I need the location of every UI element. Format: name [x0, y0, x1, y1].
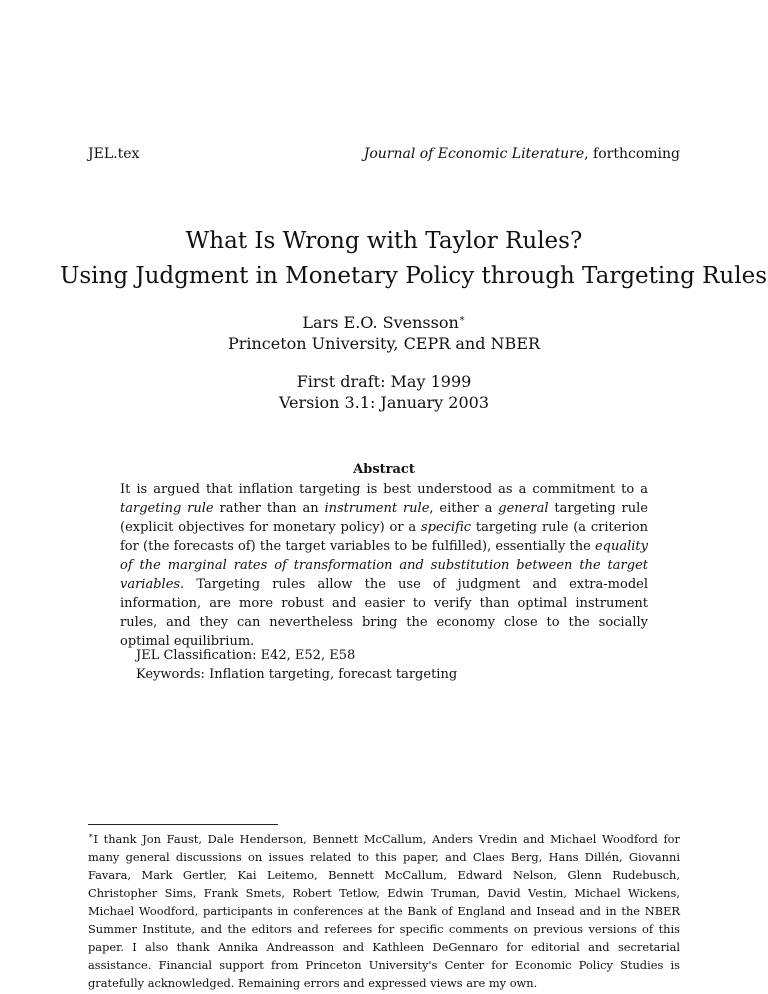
- title-line-2: Using Judgment in Monetary Policy through Targeting Rules: [60, 263, 768, 289]
- abstract-text: targeting rule (a criterion for (the forecasts of) the target variables to be fulfilled), essentially the: [120, 520, 648, 554]
- draft-dates: [0, 371, 768, 413]
- paper-title: [60, 224, 768, 294]
- abstract-paragraph: [120, 480, 648, 651]
- first-draft-date: First draft: May 1999: [296, 372, 472, 391]
- journal-note: [364, 146, 680, 162]
- jel-classification: JEL Classification: E42, E52, E58: [136, 648, 356, 663]
- abstract-text: Targeting rules allow the use of judgment and extra-model information, are more robust and easier to verify than optimal instrument rules, and they can nevertheless bring the economy close to the socially optimal equilibrium.: [120, 577, 648, 649]
- abstract-text: rather than an: [213, 501, 325, 516]
- classification-block: [136, 646, 648, 684]
- version-date: Version 3.1: January 2003: [278, 393, 490, 412]
- author-name-line: [0, 312, 768, 333]
- title-line-1: What Is Wrong with Taylor Rules?: [185, 228, 583, 254]
- journal-name: Journal of Economic Literature: [363, 146, 585, 162]
- file-name: JEL.tex: [88, 146, 140, 162]
- abstract-heading: Abstract: [353, 462, 415, 477]
- abstract-text: It is argued that inflation targeting is best understood as a commitment to a: [120, 482, 648, 497]
- author-footnote-mark[interactable]: ∗: [458, 313, 466, 325]
- footnote-mark: ∗: [88, 831, 94, 841]
- abstract-text: , either a: [429, 501, 499, 516]
- abstract-emphasis: equality of the marginal rates of transformation and substitution between the target variables.: [120, 539, 648, 592]
- footnote-text: I thank Jon Faust, Dale Henderson, Bennett McCallum, Anders Vredin and Michael Woodford for many general discussions on issues related to this paper, and Claes Berg, Hans Dillén, Giovanni Favara, Mark Gertler, Kai Leitemo, Bennett McCallum, Edward Nelson, Glenn Rudebusch, Christopher Sims, Frank Smets, Robert Tetlow, Edwin Truman, David Vestin, Michael Wickens, Michael Woodford, participants in conferences at the Bank of England and Insead and in the NBER Summer Institute, and the editors and referees for specific comments on previous versions of this paper. I also thank Annika Andreasson and Kathleen DeGennaro for editorial and secretarial assistance. Financial support from Princeton University's Center for Economic Policy Studies is gratefully acknowledged. Remaining errors and expressed views are my own.: [88, 832, 680, 990]
- author-name: Lars E.O. Svensson: [302, 313, 459, 332]
- abstract-text: targeting rule (explicit objectives for monetary policy) or a: [120, 501, 648, 535]
- abstract-emphasis: general: [498, 501, 549, 516]
- abstract-emphasis: specific: [420, 520, 472, 535]
- abstract-emphasis: targeting rule: [120, 501, 214, 516]
- author-block: [0, 312, 768, 354]
- abstract-emphasis: instrument rule: [324, 501, 430, 516]
- author-affiliation: Princeton University, CEPR and NBER: [227, 334, 541, 353]
- acknowledgement-footnote: [88, 830, 680, 992]
- abstract-body: [120, 480, 648, 651]
- footnote-divider: [88, 824, 278, 825]
- publication-status: , forthcoming: [584, 146, 680, 162]
- running-header: [88, 146, 680, 166]
- keywords: Keywords: Inflation targeting, forecast targeting: [136, 667, 458, 682]
